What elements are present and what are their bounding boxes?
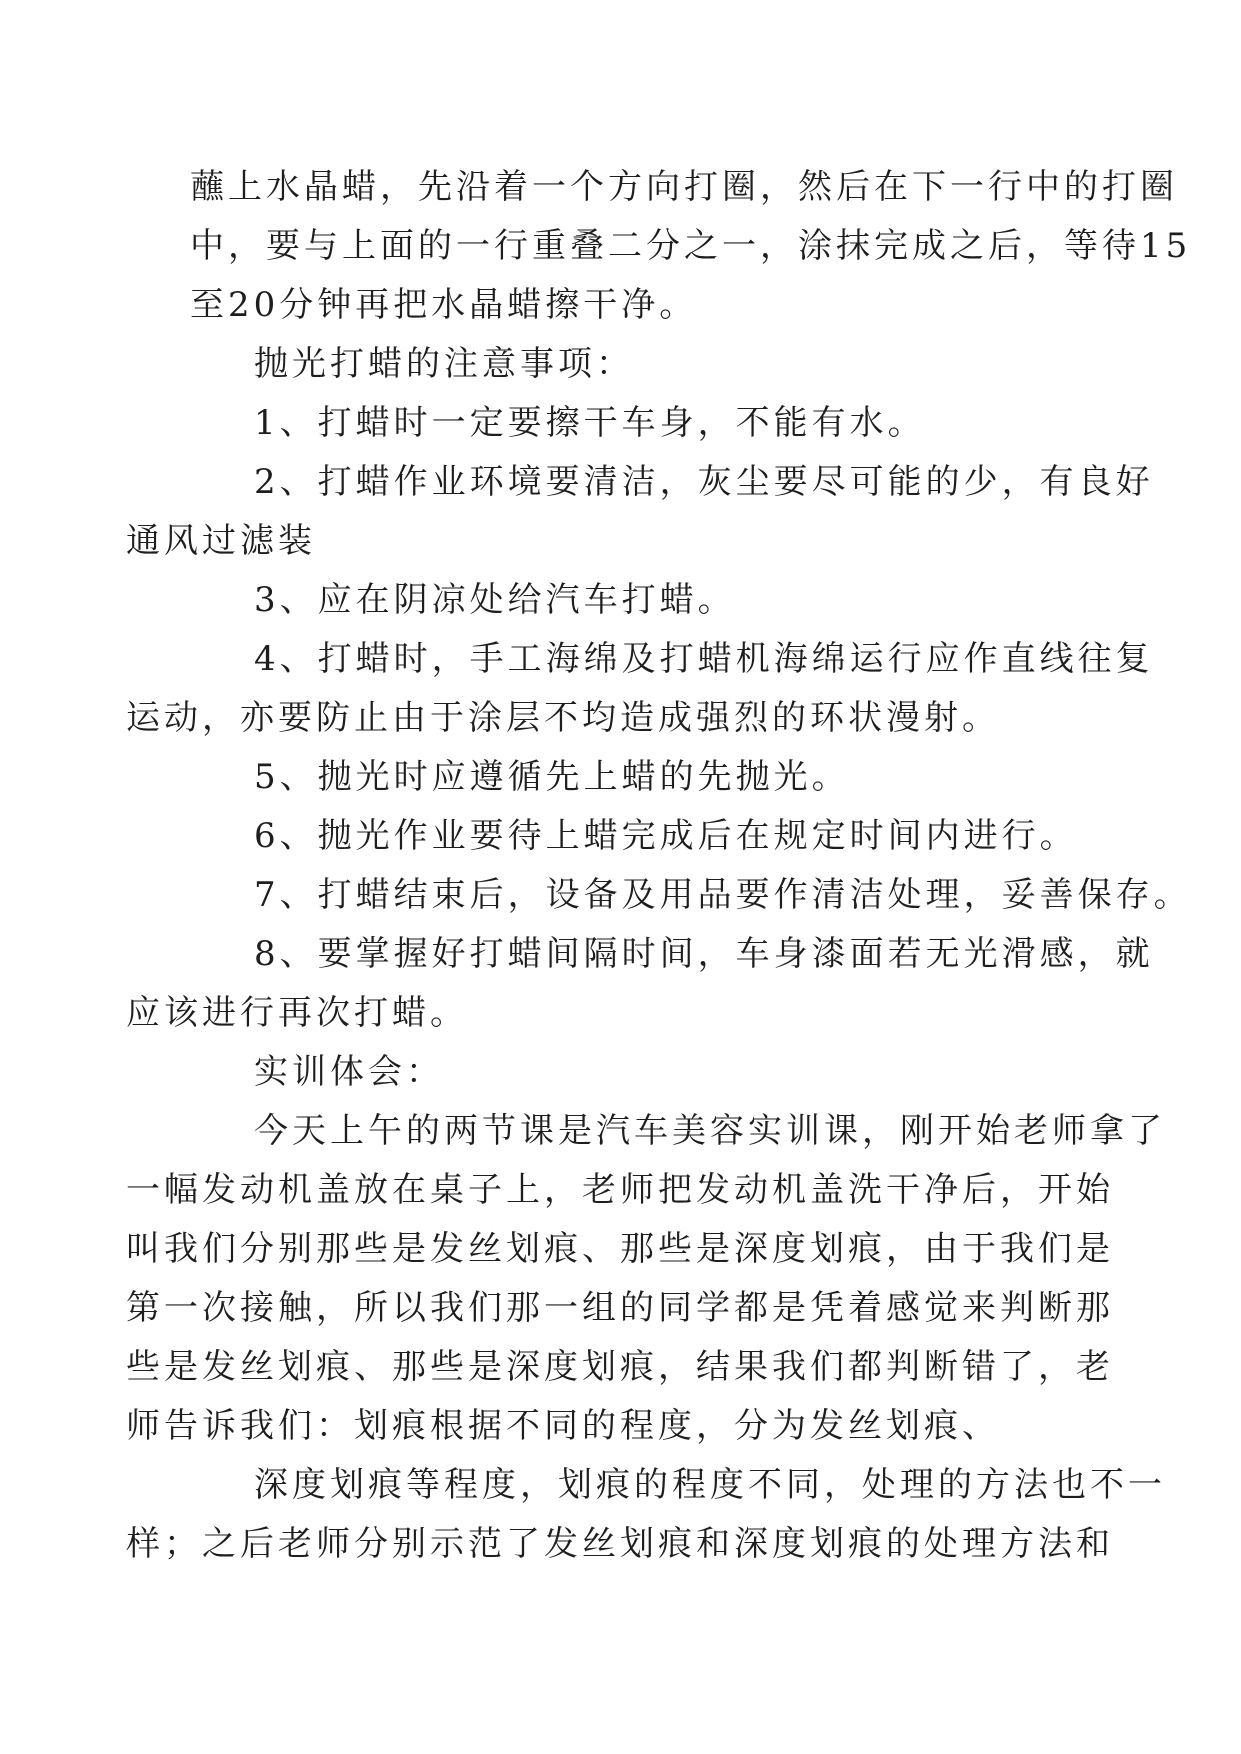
text-line: 抛光打蜡的注意事项： <box>254 344 634 384</box>
list-item-5 <box>190 748 1070 807</box>
text-line: 第一次接触，所以我们那一组的同学都是凭着感觉来判断那 <box>126 1288 1114 1328</box>
list-item-7 <box>190 866 1192 925</box>
text-line: 3、应在阴凉处给汽车打蜡。 <box>254 580 736 620</box>
text-line: 样；之后老师分别示范了发丝划痕和深度划痕的处理方法和 <box>126 1524 1114 1564</box>
paragraph-reflection-2 <box>126 1456 1166 1574</box>
paragraph-waxing-method <box>190 158 1192 335</box>
section-heading-precautions <box>190 335 1070 394</box>
text-line: 深度划痕等程度，划痕的程度不同，处理的方法也不一 <box>254 1465 1166 1505</box>
text-line: 蘸上水晶蜡，先沿着一个方向打圈，然后在下一行中的打圈 <box>190 167 1178 207</box>
list-item-1 <box>190 394 1070 453</box>
text-line: 8、要掌握好打蜡间隔时间，车身漆面若无光滑感，就 <box>254 934 1154 974</box>
list-item-4 <box>126 630 1154 748</box>
text-line: 些是发丝划痕、那些是深度划痕，结果我们都判断错了，老 <box>126 1347 1114 1387</box>
text-line: 7、打蜡结束后，设备及用品要作清洁处理，妥善保存。 <box>254 875 1192 915</box>
text-line: 至20分钟再把水晶蜡擦干净。 <box>190 285 698 325</box>
section-heading-reflection <box>190 1043 1070 1102</box>
text-line: 运动，亦要防止由于涂层不均造成强烈的环状漫射。 <box>126 698 1000 738</box>
text-line: 实训体会： <box>254 1052 444 1092</box>
text-line: 应该进行再次打蜡。 <box>126 993 468 1033</box>
list-item-2 <box>126 453 1154 571</box>
text-line: 中，要与上面的一行重叠二分之一，涂抹完成之后，等待15 <box>190 226 1192 266</box>
text-line: 4、打蜡时，手工海绵及打蜡机海绵运行应作直线往复 <box>254 639 1154 679</box>
text-line: 2、打蜡作业环境要清洁，灰尘要尽可能的少，有良好 <box>254 462 1154 502</box>
list-item-8 <box>126 925 1154 1043</box>
text-line: 今天上午的两节课是汽车美容实训课，刚开始老师拿了 <box>254 1111 1166 1151</box>
list-item-6 <box>190 807 1078 866</box>
text-line: 通风过滤装 <box>126 521 316 561</box>
text-line: 1、打蜡时一定要擦干车身，不能有水。 <box>254 403 926 443</box>
document-body <box>126 158 1192 1574</box>
text-line: 5、抛光时应遵循先上蜡的先抛光。 <box>254 757 850 797</box>
list-item-3 <box>190 571 1070 630</box>
text-line: 师告诉我们：划痕根据不同的程度，分为发丝划痕、 <box>126 1406 1000 1446</box>
text-line: 叫我们分别那些是发丝划痕、那些是深度划痕，由于我们是 <box>126 1229 1114 1269</box>
text-line: 一幅发动机盖放在桌子上，老师把发动机盖洗干净后，开始 <box>126 1170 1114 1210</box>
paragraph-reflection-1 <box>126 1102 1166 1456</box>
text-line: 6、抛光作业要待上蜡完成后在规定时间内进行。 <box>254 816 1078 856</box>
